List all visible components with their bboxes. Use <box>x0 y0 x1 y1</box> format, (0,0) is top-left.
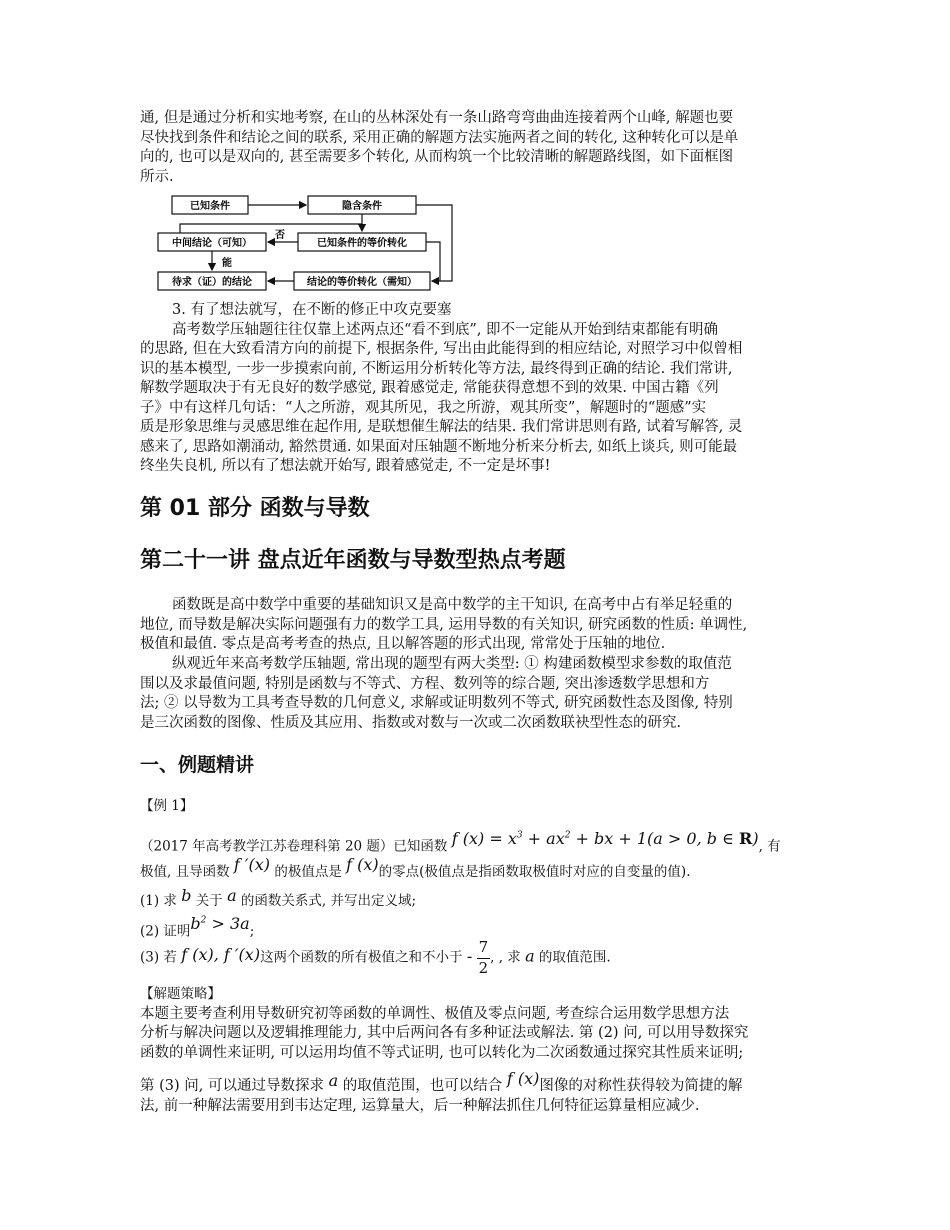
math-a: a <box>525 946 535 966</box>
example-line-2-a: 极值, 且导函数 <box>140 864 230 880</box>
function-definition: f $(x) = x^3 + ax^2$ + bx + 1(a > 0, b ∈ R) <box>451 829 759 849</box>
strategy-line-4-c: 图像的对称性获得较为简捷的解 <box>539 1078 743 1094</box>
example-line-2-c: 的零点(极值点是指函数取极值时对应的自变量的值). <box>378 864 691 880</box>
intro-line: 向的, 也可以是双向的, 甚至需要多个转化, 从而构筑一个比较清晰的解题路线图，如下面框图 <box>140 149 734 165</box>
arrow-no-loop <box>180 224 362 233</box>
strategy-line: 法, 前一种解法需要用到韦达定理, 运算量大，后一种解法抓住几何特征运算量相应减少. <box>140 1097 700 1114</box>
math-a: a <box>227 886 237 905</box>
intro-line: 尽快找到条件和结论之间的联系, 采用正确的解题方法实施两者之间的转化, 这种转化可以是单 <box>140 129 739 146</box>
fraction-denominator: 2 <box>478 958 489 977</box>
para2-line: 围以及求最值问题, 特别是函数与不等式、方程、数列等的综合题, 突出渗透数学思想和方 <box>140 675 710 692</box>
label-middle: 中间结论（可知） <box>172 238 252 249</box>
para2-line: 法; ② 以导数为工具考查导数的几何意义, 求解或证明数列不等式, 研究函数性态及图像, 特别 <box>140 695 733 711</box>
intro-function-paragraph <box>140 596 830 655</box>
intro-paragraph <box>140 109 820 187</box>
intro-line: 通, 但是通过分析和实地考察, 在山的丛林深处有一条山路弯弯曲曲连接着两个山峰, 解题也要 <box>140 110 734 126</box>
math-a: a <box>328 1071 339 1090</box>
strategy-line: 函数的单调性来证明, 可以运用均值不等式证明, 也可以转化为二次函数通过探究其性质来证明; <box>140 1044 744 1061</box>
para1-line: 极值和最值. 零点是高考考查的热点, 且以解答题的形式出现, 常常处于压轴的地位. <box>140 636 666 652</box>
section-1-title: 一、例题精讲 <box>140 754 255 776</box>
label-no: 否 <box>275 230 285 241</box>
label-target: 待求（证）的结论 <box>172 277 252 288</box>
part-title: 第 01 部分 函数与导数 <box>140 496 370 521</box>
section-3-line: 解数学题取决于有无良好的数学感觉, 跟着感觉走, 常能获得意想不到的效果. 中国古籍《列 <box>140 380 719 396</box>
question-1 <box>140 886 417 912</box>
section-3-line: 质是形象思维与灵感思维在起作用, 是联想催生解法的结果. 我们常讲思则有路, 试着写解答, 灵 <box>140 419 743 435</box>
lecture-title: 第二十一讲 盘点近年函数与导数型热点考题 <box>140 548 566 573</box>
question-types-paragraph <box>140 655 830 733</box>
question-3 <box>140 938 611 978</box>
minus-sign: - <box>466 946 473 966</box>
example-source: （2017 年高考教学江苏卷理科第 20 题）已知函数 <box>140 838 448 855</box>
inequality-expression: $b^2 > 3a$ <box>190 914 250 934</box>
strategy-line-4 <box>140 1069 840 1097</box>
strategy-label: 【解题策略】 <box>140 986 221 1002</box>
para1-line: 函数既是高中数学中重要的基础知识又是高中数学的主干知识, 在高考中占有举足轻重的 <box>172 597 733 613</box>
example-label: 【例 1】 <box>140 798 194 814</box>
strategy-line-4-a: 第 (3) 问, 可以通过导数探求 <box>140 1078 324 1094</box>
solution-flow-diagram <box>150 190 470 295</box>
math-b: b <box>181 886 192 905</box>
two-functions-expression: f (x), f ′(x) <box>181 944 261 964</box>
label-can: 能 <box>222 258 232 269</box>
function-expression: f (x) <box>506 1069 540 1088</box>
fraction-numerator: 7 <box>477 938 491 959</box>
question-2-b: ; <box>249 923 255 940</box>
question-2-a: (2) 证明 <box>140 923 191 940</box>
question-3-c: , , 求 <box>490 949 521 966</box>
section-3-line: 高考数学压轴题往往仅靠上述两点还“看不到底”, 即不一定能从开始到结束都能有明确 <box>172 321 719 338</box>
question-1-a: (1) 求 <box>140 893 177 909</box>
section-3-heading: 3. 有了想法就写，在不断的修正中攻克要塞 <box>172 302 452 318</box>
example-line-1-tail: , 有 <box>758 838 781 855</box>
label-equiv-known: 已知条件的等价转化 <box>317 238 407 249</box>
fraction-seven-halves <box>477 938 491 978</box>
label-equiv-concl: 结论的等价转化（需知） <box>307 277 417 288</box>
strategy-section <box>140 985 840 1116</box>
question-3-b: 这两个函数的所有极值之和不小于 <box>260 949 463 966</box>
strategy-line-4-b: 的取值范围，也可以结合 <box>342 1078 503 1094</box>
para2-line: 是三次函数的图像、性质及其应用、指数或对数与一次或二次函数联袂型性态的研究. <box>140 714 682 731</box>
strategy-line: 本题主要考查利用导数研究初等函数的单调性、极值及零点问题, 考查综合运用数学思想方法 <box>140 1005 730 1022</box>
label-hidden: 隐含条件 <box>342 201 382 212</box>
question-3-d: 的取值范围. <box>538 949 611 966</box>
para1-line: 地位, 而导数是解决实际问题强有力的数学工具, 运用导数的有关知识, 研究函数的性质: 单调性, <box>140 616 748 633</box>
derivative-expression: f ′(x) <box>233 855 271 874</box>
section-3 <box>140 301 830 477</box>
question-3-a: (3) 若 <box>140 949 177 966</box>
section-3-line: 终坐失良机, 所以有了想法就开始写, 跟着感觉走, 不一定是坏事! <box>140 458 551 474</box>
section-3-line: 的思路, 但在大致看清方向的前提下, 根据条件, 写出由此能得到的相应结论, 对照学习中似曾相 <box>140 341 743 357</box>
section-3-line: 子》中有这样几句话：“人之所游，观其所见，我之所游，观其所变”，解题时的“题感”实 <box>140 399 707 416</box>
label-known: 已知条件 <box>190 201 230 212</box>
para2-line: 纵观近年来高考数学压轴题, 常出现的题型有两大类型: ① 构建函数模型求参数的取值范 <box>172 656 732 672</box>
section-3-line: 感来了, 思路如潮涌动, 豁然贯通. 如果面对压轴题不断地分析来分析去, 如纸上谈兵, 则可能最 <box>140 438 738 455</box>
intro-line: 所示. <box>140 168 174 185</box>
section-3-line: 识的基本模型, 一步一步摸索向前, 不断运用分析转化等方法, 最终得到正确的结论. 我们常讲, <box>140 360 733 377</box>
strategy-line: 分析与解决问题以及逻辑推理能力, 其中后两问各有多种证法或解法. 第 (2) 问, 可以用导数探究 <box>140 1025 749 1041</box>
function-expression: f (x) <box>346 855 379 874</box>
example-line-2-b: 的极值点是 <box>274 864 342 880</box>
example-line-2 <box>140 855 691 883</box>
example-line-1 <box>140 829 781 857</box>
question-1-b: 关于 <box>195 893 223 909</box>
question-1-c: 的函数关系式, 并写出定义域; <box>240 893 417 909</box>
